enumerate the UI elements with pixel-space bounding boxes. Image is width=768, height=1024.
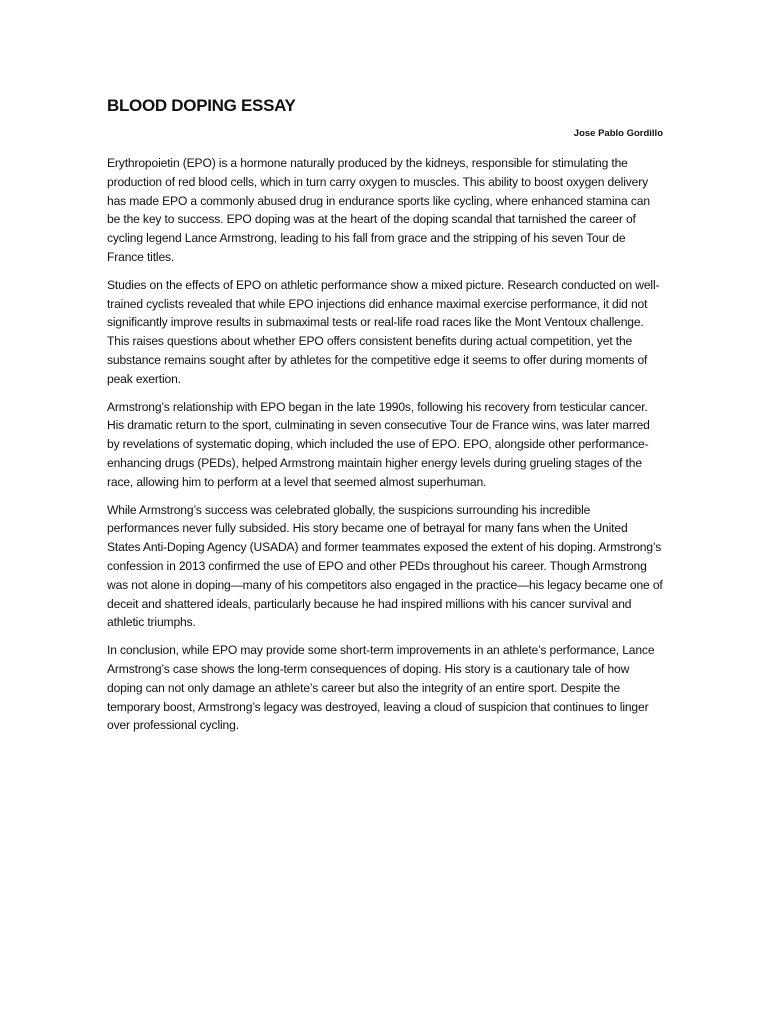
paragraph-3: Armstrong’s relationship with EPO began in the late 1990s, following his recovery from testicular cancer. His dramatic return to the sport, culminating in seven consecutive Tour de France wins, was later marred by revelations of systematic doping, which included the use of EPO. EPO, alongside other performance-enhancing drugs (PEDs), helped Armstrong maintain higher energy levels during grueling stages of the race, allowing him to perform at a level that seemed almost superhuman. — [107, 399, 650, 489]
essay-body — [107, 154, 663, 735]
paragraph-4: While Armstrong’s success was celebrated globally, the suspicions surrounding his incredible performances never fully subsided. His story became one of betrayal for many fans when the United States Anti-Doping Agency (USADA) and former teammates exposed the extent of his doping. Armstrong’s confession in 2013 confirmed the use of EPO and other PEDs throughout his career. Though Armstrong was not alone in doping—many of his competitors also engaged in the practice—his legacy became one of deceit and shattered ideals, particularly because he had inspired millions with his cancer survival and athletic triumphs. — [107, 502, 663, 630]
document-page — [107, 96, 663, 744]
document-title: BLOOD DOPING ESSAY — [107, 96, 296, 115]
paragraph-1: Erythropoietin (EPO) is a hormone naturally produced by the kidneys, responsible for stimulating the production of red blood cells, which in turn carry oxygen to muscles. This ability to boost oxygen delivery has made EPO a commonly abused drug in endurance sports like cycling, where enhanced stamina can be the key to success. EPO doping was at the heart of the doping scandal that tarnished the career of cycling legend Lance Armstrong, leading to his fall from grace and the stripping of his seven Tour de France titles. — [107, 156, 650, 264]
author-name: Jose Pablo Gordillo — [573, 128, 663, 139]
paragraph-2: Studies on the effects of EPO on athletic performance show a mixed picture. Research conducted on well-trained cyclists revealed that while EPO injections did enhance maximal exercise performance, it did not significantly improve results in submaximal tests or real-life road races like the Mont Ventoux challenge. This raises questions about whether EPO offers consistent benefits during actual competition, yet the substance remains sought after by athletes for the competitive edge it seems to offer during moments of peak exertion. — [107, 277, 660, 386]
paragraph-5: In conclusion, while EPO may provide some short-term improvements in an athlete’s performance, Lance Armstrong’s case shows the long-term consequences of doping. His story is a cautionary tale of how doping can not only damage an athlete’s career but also the integrity of an entire sport. Despite the temporary boost, Armstrong’s legacy was destroyed, leaving a cloud of suspicion that continues to linger over professional cycling. — [107, 643, 655, 733]
